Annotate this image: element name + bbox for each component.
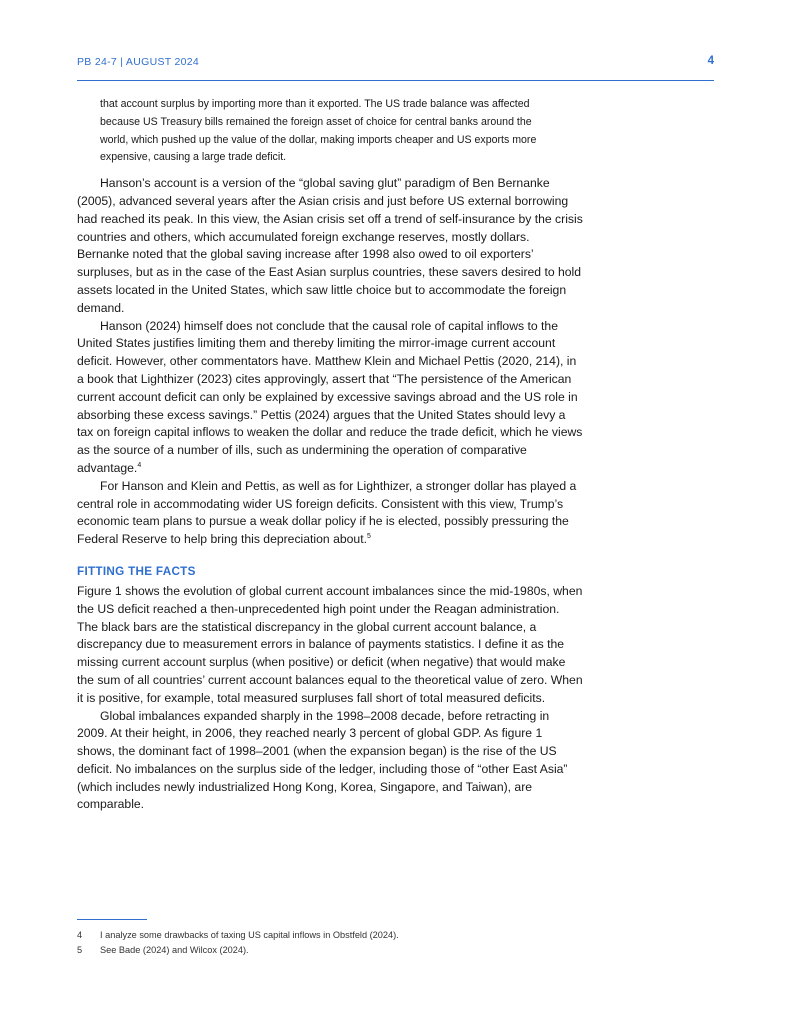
paragraph-figure1: Figure 1 shows the evolution of global current account imbalances since the mid-1980s, when the US deficit reached a then-unprecedented high point under the Reagan administration. The black bars are the statistical discrepancy in the global current account balance, a discrepancy due to measurement errors in balance of payments statistics. I define it as the missing current account surplus (when positive) or deficit (when negative) that would make the sum of all countries’ current account balances equal to the theoretical value of zero. When it is positive, for example, total measured surpluses fall short of total measured deficits. xyxy=(77,583,583,705)
footnote-ref-4[interactable]: 4 xyxy=(137,461,142,469)
footnote-number: 4 xyxy=(77,930,83,940)
paragraph-hanson-text: Hanson (2024) himself does not conclude that the causal role of capital inflows to the United States justifies limiting them and thereby limiting the mirror-image current account deficit. However, other commentators have. Matthew Klein and Michael Pettis (2020, 214), in a book that Lighthizer (2023) cites approvingly, assert that “The persistence of the American current account deficit can only be explained by excessive savings abroad and the US role in absorbing these excess savings.” Pettis (2024) argues that the United States should levy a tax on foreign capital inflows to weaken the dollar and reduce the trade deficit, which he views as the source of a number of ills, such as undermining the operation of comparative advantage. xyxy=(77,318,583,475)
page-header xyxy=(77,56,714,81)
footnote-ref-5[interactable]: 5 xyxy=(366,533,371,541)
paragraph-stronger-dollar xyxy=(77,478,583,549)
main-content xyxy=(77,96,583,814)
footnote-5 xyxy=(77,943,577,958)
paragraph-stronger-dollar-text: For Hanson and Klein and Pettis, as well as for Lighthizer, a stronger dollar has played a central role in accommodating wider US foreign deficits. Consistent with this view, Trump’s economic team plans to pursue a weak dollar policy if he is elected, possibly pressuring the Federal Reserve to help bring this depreciation about. xyxy=(77,478,577,547)
footnote-text: I analyze some drawbacks of taxing US capital inflows in Obstfeld (2024). xyxy=(100,930,399,940)
footnote-4 xyxy=(77,928,577,943)
footnote-divider xyxy=(77,919,147,920)
paragraph-saving-glut: Hanson’s account is a version of the “global saving glut” paradigm of Ben Bernanke (2005), advanced several years after the Asian crisis and just before US external borrowing had reached its peak. In this view, the Asian crisis set off a trend of self-insurance by the crisis countries and others, which accumulated foreign exchange reserves, mostly dollars. Bernanke noted that the global saving increase after 1998 also owed to oil exporters’ surpluses, but as in the case of the East Asian surplus countries, these savers desired to hold assets located in the United States, which saw little choice but to accommodate the foreign demand. xyxy=(77,176,583,315)
paragraph-global-imbalances: Global imbalances expanded sharply in the 1998–2008 decade, before retracting in 2009. At their height, in 2006, they reached nearly 3 percent of global GDP. As figure 1 shows, the dominant fact of 1998–2001 (when the expansion began) is the rise of the US deficit. No imbalances on the surplus side of the ledger, including those of “other East Asia” (which includes newly industrialized Hong Kong, Korea, Singapore, and Taiwan), are comparable. xyxy=(77,708,568,812)
footnotes xyxy=(77,928,577,958)
report-id-date: PB 24-7 | AUGUST 2024 xyxy=(77,56,200,68)
footnote-text: See Bade (2024) and Wilcox (2024). xyxy=(100,945,249,955)
footnote-number: 5 xyxy=(77,945,83,955)
section-heading: FITTING THE FACTS xyxy=(77,564,196,578)
block-quote: that account surplus by importing more than it exported. The US trade balance was affected because US Treasury bills remained the foreign asset of choice for central banks around the world, which pushed up the value of the dollar, making imports cheaper and US exports more expensive, causing a large trade deficit. xyxy=(100,98,537,164)
paragraph-hanson xyxy=(77,318,583,478)
page-number: 4 xyxy=(707,55,714,67)
